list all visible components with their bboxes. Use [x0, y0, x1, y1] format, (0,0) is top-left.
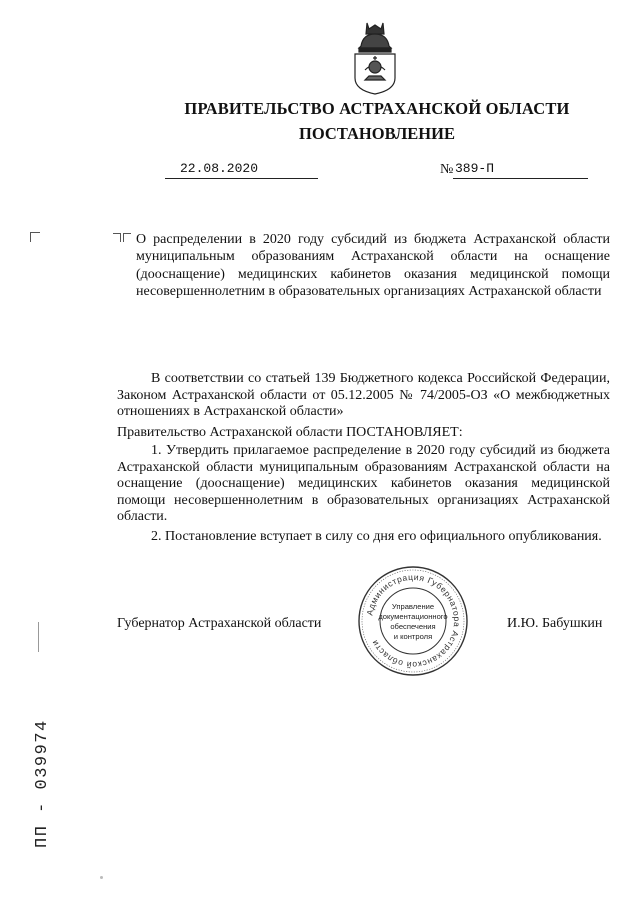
item-2-paragraph: 2. Постановление вступает в силу со дня его официального опубликования. — [151, 529, 602, 544]
signatory-name: И.Ю. Бабушкин — [507, 616, 603, 631]
document-date: 22.08.2020 — [180, 161, 259, 176]
subject-corner-mark-right — [123, 233, 131, 242]
number-underline — [453, 178, 588, 179]
stamp-ring-text: Администрация Губернатора Астраханской области — [364, 571, 463, 671]
coat-of-arms-emblem — [351, 20, 399, 96]
signatory-position: Губернатор Астраханской области — [117, 616, 322, 631]
side-margin-line — [38, 622, 39, 652]
document-title: ПРАВИТЕЛЬСТВО АСТРАХАНСКОЙ ОБЛАСТИ — [184, 99, 570, 118]
scan-speck — [100, 876, 103, 879]
registry-code-text: ПП - 039974 — [33, 719, 52, 848]
subject-corner-mark-left — [113, 233, 121, 242]
date-underline — [165, 178, 318, 179]
document-type: ПОСТАНОВЛЕНИЕ — [299, 124, 455, 143]
stamp-line-3: обеспечения — [390, 622, 436, 631]
registry-code — [14, 710, 54, 850]
stamp-line-4: и контроля — [393, 632, 433, 641]
left-corner-mark — [30, 232, 40, 242]
preamble-paragraph: В соответствии со статьей 139 Бюджетного кодекса Российской Федерации, Законом Астраханской области от 05.12.2005 № 74/2005-ОЗ «О межбюджетных отношениях в Астраханской области» — [117, 371, 610, 419]
document-number: 389-П — [455, 161, 495, 176]
stamp-line-1: Управление — [391, 602, 435, 611]
number-label: № — [440, 162, 454, 177]
item-1-paragraph: 1. Утвердить прилагаемое распределение в 2020 году субсидий из бюджета Астраханской области муниципальным образованиям Астраханской области на оснащение (дооснащение) медицинских кабинетов оказания медицинской помощи несовершеннолетним в образовательных организациях Астраханской области. — [117, 443, 610, 524]
stamp-line-2: документационного — [378, 612, 448, 621]
document-subject: О распределении в 2020 году субсидий из бюджета Астраханской области муниципальным образованиям Астраханской области на оснащение (дооснащение) медицинских кабинетов оказания медицинской помощи несовершеннолетним в образовательных организациях Астраханской области — [136, 232, 610, 299]
resolution-clause: Правительство Астраханской области ПОСТАНОВЛЯЕТ: — [117, 425, 463, 440]
official-stamp — [357, 565, 469, 677]
